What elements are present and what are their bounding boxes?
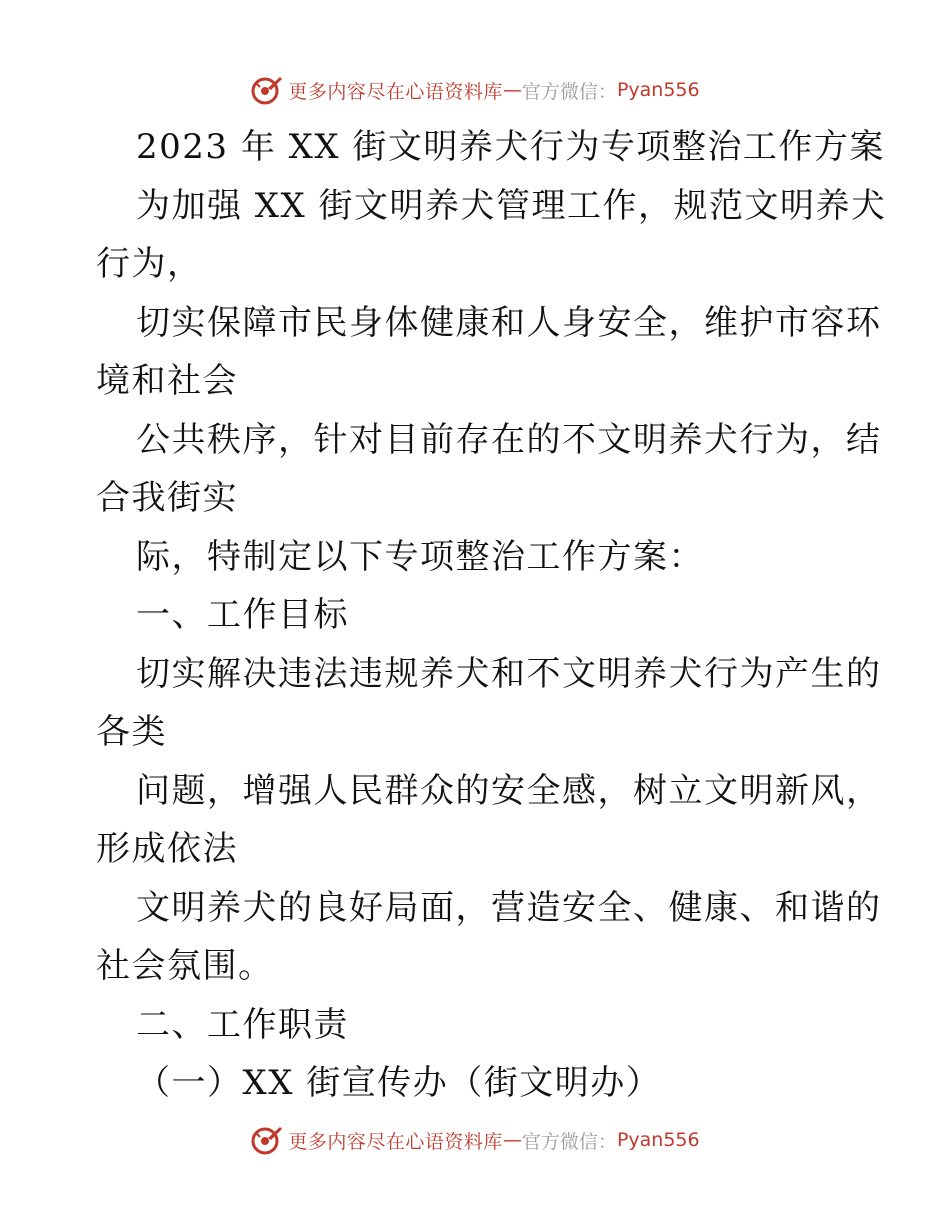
- document-line: 境和社会: [96, 361, 238, 401]
- document-line: 二、工作职责: [136, 1004, 349, 1045]
- banner-promo-text: 更多内容尽在心语资料库: [288, 1130, 503, 1153]
- document-line: 一、工作目标: [136, 595, 349, 635]
- document-line: 际，特制定以下专项整治工作方案：: [136, 536, 704, 577]
- pen-nib-circle-icon: [250, 73, 284, 107]
- document-line: 问题，增强人民群众的安全感，树立文明新风，: [136, 770, 882, 811]
- header-watermark-banner: [0, 70, 950, 110]
- banner-separator: —: [502, 79, 522, 101]
- pen-nib-circle-icon: [250, 1123, 284, 1157]
- document-line: 为加强 XX 街文明养犬管理工作，规范文明养犬: [136, 185, 887, 226]
- banner-promo-text: 更多内容尽在心语资料库: [288, 80, 503, 103]
- document-line: 社会氛围。: [96, 946, 274, 986]
- document-line: 行为，: [96, 244, 203, 284]
- document-line: 各类: [96, 712, 167, 752]
- banner-wechat-label: 官方微信：: [521, 80, 617, 103]
- banner-wechat-label: 官方微信：: [521, 1130, 617, 1153]
- document-line: 2023 年 XX 街文明养犬行为专项整治工作方案: [136, 127, 885, 167]
- document-line: 切实保障市民身体健康和人身安全，维护市容环: [136, 302, 882, 343]
- banner-wechat-id: Pyan556: [616, 79, 700, 101]
- document-line: 文明养犬的良好局面，营造安全、健康、和谐的: [136, 887, 882, 928]
- document-line: 合我街实: [96, 478, 238, 518]
- document-line: 切实解决违法违规养犬和不文明养犬行为产生的: [136, 653, 882, 694]
- document-body: [96, 118, 887, 1113]
- document-line: 形成依法: [96, 829, 238, 869]
- banner-separator: —: [502, 1129, 522, 1151]
- document-line: 公共秩序，针对目前存在的不文明养犬行为，结: [136, 419, 882, 460]
- banner-wechat-id: Pyan556: [616, 1129, 700, 1151]
- document-line: （一）XX 街宣传办（街文明办）: [136, 1063, 662, 1103]
- footer-watermark-banner: [0, 1120, 950, 1160]
